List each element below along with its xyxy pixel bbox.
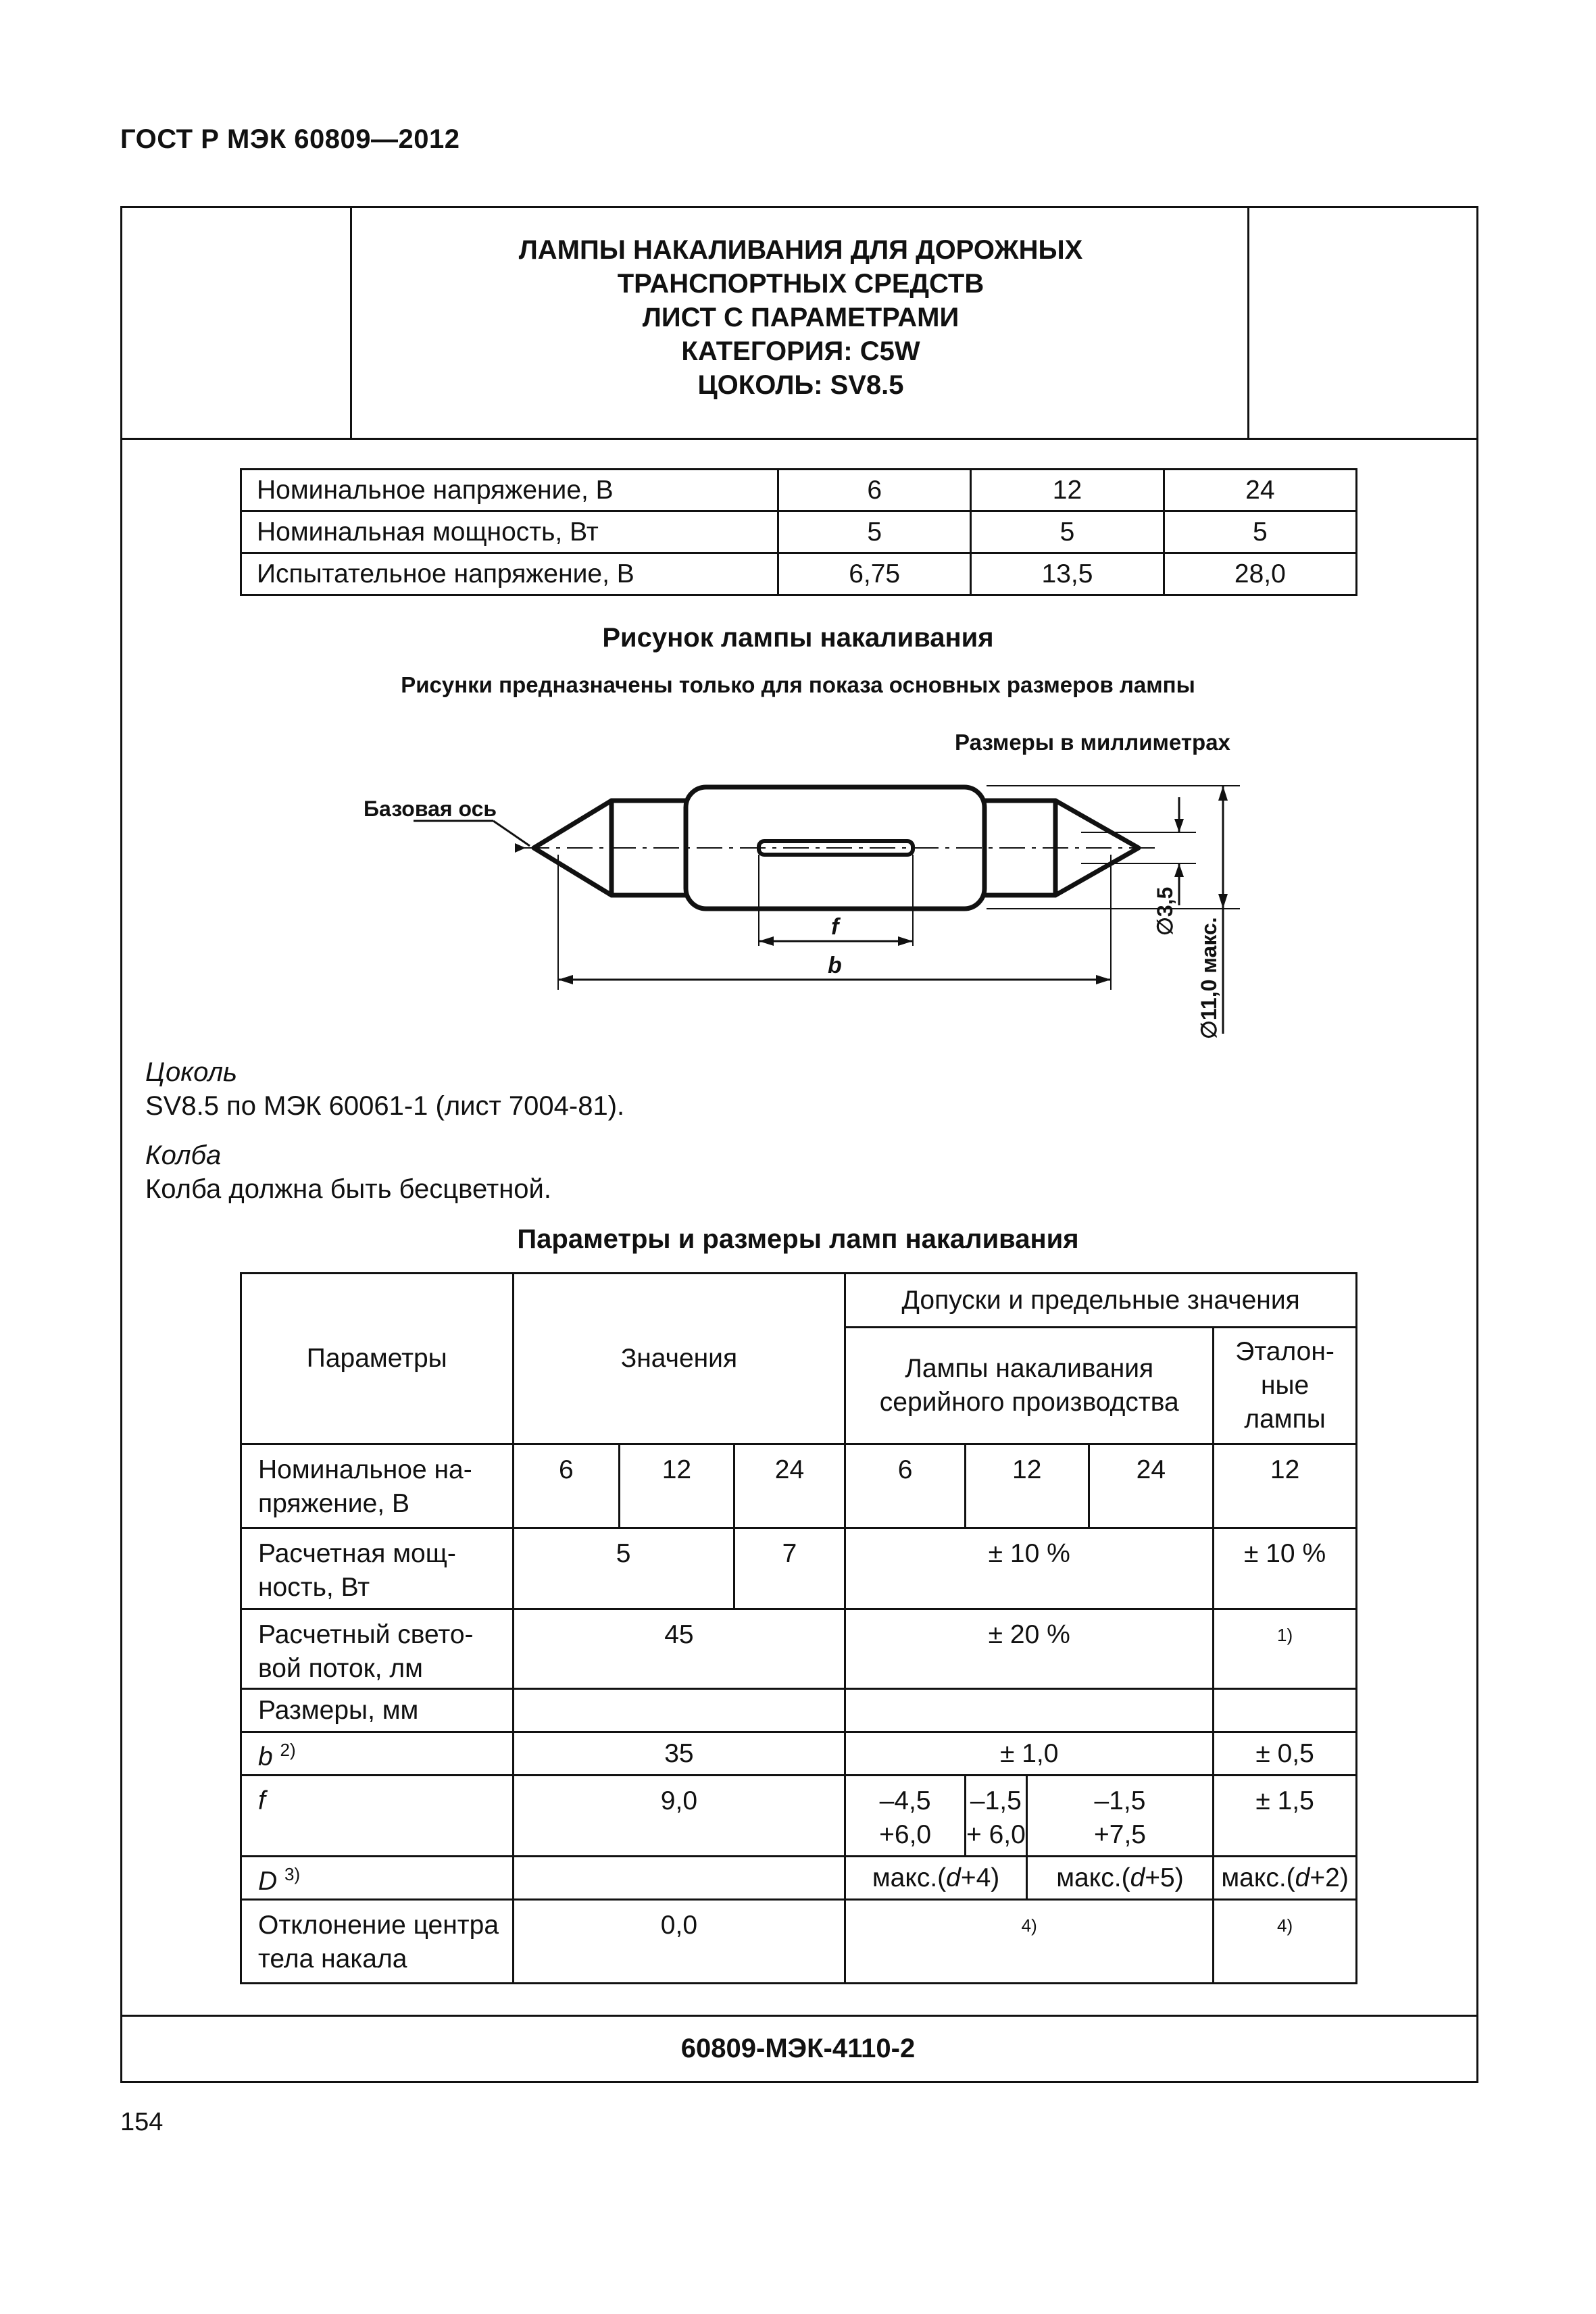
tol-line-2: +7,5 bbox=[1093, 1820, 1146, 1849]
row-label-line-1: Номинальное на- bbox=[258, 1455, 472, 1484]
table-cell: 28,0 bbox=[1164, 553, 1356, 595]
table-cell bbox=[241, 1900, 514, 1984]
table-cell bbox=[513, 1857, 845, 1900]
table-cell bbox=[845, 1776, 966, 1857]
d11-dimension-label: ∅11,0 макс. bbox=[1197, 917, 1221, 1039]
row-label-line-2: ность, Вт bbox=[258, 1573, 370, 1602]
sheet-code: 60809-МЭК-4110-2 bbox=[680, 2034, 916, 2063]
table-cell: 0,0 bbox=[513, 1900, 845, 1984]
table-row bbox=[241, 1528, 1357, 1609]
d35-arrowhead-bottom bbox=[1174, 863, 1184, 877]
table-cell bbox=[1026, 1776, 1213, 1857]
row-D-symbol: D bbox=[258, 1867, 278, 1896]
table-cell: 24 bbox=[734, 1444, 845, 1528]
table-cell: ± 20 % bbox=[845, 1609, 1214, 1689]
table-cell: ± 10 % bbox=[845, 1528, 1214, 1609]
table-cell: 5 bbox=[513, 1528, 734, 1609]
table-row bbox=[241, 1274, 1357, 1328]
footnote-ref-2: 2) bbox=[280, 1740, 296, 1760]
header-ref-line-1: Эталон- bbox=[1235, 1337, 1335, 1366]
table-cell: 5 bbox=[971, 511, 1164, 553]
base-axis-label: Базовая ось bbox=[364, 797, 497, 821]
table-row bbox=[241, 553, 1357, 595]
table-cell: 6,75 bbox=[778, 553, 971, 595]
base-text: SV8.5 по МЭК 60061-1 (лист 7004-81). bbox=[145, 1091, 625, 1121]
table-row bbox=[241, 1689, 1357, 1732]
d35-arrowhead-top bbox=[1174, 819, 1184, 832]
table-row bbox=[241, 1900, 1357, 1984]
table-cell bbox=[241, 1857, 514, 1900]
row-label-line-2: тела накала bbox=[258, 1944, 407, 1973]
table-cell bbox=[1214, 1689, 1357, 1732]
f-arrowhead-left bbox=[759, 936, 774, 946]
d-limit-suffix: +4) bbox=[960, 1863, 1000, 1892]
figure-title: Рисунок лампы накаливания bbox=[602, 623, 994, 653]
table-cell bbox=[1026, 1857, 1213, 1900]
table-cell: 12 bbox=[1214, 1444, 1357, 1528]
d-limit-prefix: макс.( bbox=[1056, 1863, 1130, 1892]
table-cell: Параметры bbox=[241, 1274, 514, 1444]
table-cell: 12 bbox=[620, 1444, 734, 1528]
table-cell: 12 bbox=[965, 1444, 1089, 1528]
row-b-symbol: b bbox=[258, 1742, 273, 1771]
table-row bbox=[241, 1776, 1357, 1857]
d-limit-variable: d bbox=[1130, 1863, 1145, 1892]
header-serial-line-2: серийного производства bbox=[879, 1388, 1179, 1417]
header-serial-line-1: Лампы накаливания bbox=[905, 1354, 1154, 1383]
row-label-line-2: пряжение, В bbox=[258, 1489, 409, 1518]
title-bottom-rule bbox=[122, 438, 1476, 440]
d-limit-suffix: +5) bbox=[1145, 1863, 1184, 1892]
table-cell: f bbox=[241, 1776, 514, 1857]
table-row bbox=[241, 1857, 1357, 1900]
table-cell bbox=[845, 1689, 1214, 1732]
bulb-text: Колба должна быть бесцветной. bbox=[145, 1174, 551, 1204]
base-axis-leader bbox=[493, 821, 530, 846]
table-cell: Номинальное напряжение, В bbox=[241, 470, 778, 511]
base-axis-arrowhead bbox=[515, 843, 526, 853]
table-cell: 7 bbox=[734, 1528, 845, 1609]
d-limit-prefix: макс.( bbox=[1221, 1863, 1295, 1892]
d11-arrowhead-top bbox=[1218, 786, 1228, 801]
table-cell: 1) bbox=[1214, 1609, 1357, 1689]
title-category: КАТЕГОРИЯ: С5W bbox=[681, 336, 920, 366]
params-table bbox=[240, 1272, 1357, 1984]
table-cell: 12 bbox=[971, 470, 1164, 511]
figure-note: Рисунки предназначены только для показа основных размеров лампы bbox=[401, 672, 1195, 697]
table-cell: ± 1,0 bbox=[845, 1732, 1214, 1776]
table-cell: 5 bbox=[1164, 511, 1356, 553]
f-dimension-label: f bbox=[831, 914, 839, 940]
d35-dimension-label: ∅3,5 bbox=[1153, 886, 1177, 936]
row-label-line-1: Расчетная мощ- bbox=[258, 1539, 456, 1568]
table-cell bbox=[845, 1857, 1027, 1900]
table-cell bbox=[965, 1776, 1026, 1857]
table-cell: 35 bbox=[513, 1732, 845, 1776]
table-cell: Значения bbox=[513, 1274, 845, 1444]
table-cell: Допуски и предельные значения bbox=[845, 1274, 1357, 1328]
table-cell: 6 bbox=[513, 1444, 620, 1528]
table-cell: 6 bbox=[778, 470, 971, 511]
table-cell bbox=[513, 1689, 845, 1732]
title-line-2: ТРАНСПОРТНЫХ СРЕДСТВ bbox=[617, 269, 984, 299]
table-cell: 5 bbox=[778, 511, 971, 553]
table-cell bbox=[1214, 1857, 1357, 1900]
table-row bbox=[241, 1609, 1357, 1689]
d11-arrowhead-bottom bbox=[1218, 894, 1228, 909]
table-row bbox=[241, 511, 1357, 553]
table-cell: ± 10 % bbox=[1214, 1528, 1357, 1609]
sheet-title bbox=[351, 233, 1250, 402]
table-cell: Номинальная мощность, Вт bbox=[241, 511, 778, 553]
header-ref-line-3: лампы bbox=[1244, 1405, 1326, 1434]
table-cell: ± 0,5 bbox=[1214, 1732, 1357, 1776]
f-arrowhead-right bbox=[898, 936, 913, 946]
bulb-heading: Колба bbox=[145, 1140, 222, 1170]
row-label-line-1: Отклонение центра bbox=[258, 1911, 499, 1940]
table-cell bbox=[241, 1609, 514, 1689]
b-dimension-label: b bbox=[828, 953, 842, 978]
table-cell: 45 bbox=[513, 1609, 845, 1689]
table-row bbox=[241, 470, 1357, 511]
table-cell: 9,0 bbox=[513, 1776, 845, 1857]
tol-line-1: –1,5 bbox=[1094, 1786, 1146, 1815]
table-cell bbox=[241, 1528, 514, 1609]
row-label-line-2: вой поток, лм bbox=[258, 1654, 423, 1683]
document-standard-header: ГОСТ Р МЭК 60809—2012 bbox=[120, 124, 460, 154]
base-heading: Цоколь bbox=[145, 1057, 238, 1087]
footer-top-rule bbox=[122, 2015, 1476, 2017]
ratings-table bbox=[240, 468, 1357, 596]
params-table-title: Параметры и размеры ламп накаливания bbox=[517, 1224, 1079, 1254]
tol-line-1: –1,5 bbox=[970, 1786, 1022, 1815]
table-cell: 24 bbox=[1089, 1444, 1214, 1528]
tol-line-2: + 6,0 bbox=[966, 1820, 1026, 1849]
d-limit-variable: d bbox=[946, 1863, 961, 1892]
table-cell bbox=[1214, 1328, 1357, 1444]
table-cell bbox=[845, 1328, 1214, 1444]
d-limit-suffix: +2) bbox=[1310, 1863, 1349, 1892]
figure-units: Размеры в миллиметрах bbox=[955, 730, 1230, 755]
table-cell: 24 bbox=[1164, 470, 1356, 511]
row-label-line-1: Расчетный свето- bbox=[258, 1620, 474, 1649]
table-cell: Испытательное напряжение, В bbox=[241, 553, 778, 595]
tol-line-1: –4,5 bbox=[879, 1786, 931, 1815]
title-line-3: ЛИСТ С ПАРАМЕТРАМИ bbox=[642, 303, 959, 332]
title-cap: ЦОКОЛЬ: SV8.5 bbox=[697, 370, 904, 400]
table-cell: 4) bbox=[1214, 1900, 1357, 1984]
d-limit-variable: d bbox=[1295, 1863, 1310, 1892]
table-cell: Размеры, мм bbox=[241, 1689, 514, 1732]
title-line-1: ЛАМПЫ НАКАЛИВАНИЯ ДЛЯ ДОРОЖНЫХ bbox=[518, 235, 1083, 265]
footnote-ref-3: 3) bbox=[284, 1864, 301, 1884]
table-cell: ± 1,5 bbox=[1214, 1776, 1357, 1857]
tol-line-2: +6,0 bbox=[879, 1820, 932, 1849]
table-cell: 13,5 bbox=[971, 553, 1164, 595]
b-arrowhead-left bbox=[558, 975, 573, 984]
header-ref-line-2: ные bbox=[1260, 1371, 1310, 1400]
d-limit-prefix: макс.( bbox=[872, 1863, 947, 1892]
lamp-drawing bbox=[351, 770, 1297, 1054]
page-number: 154 bbox=[120, 2108, 164, 2136]
table-cell: 4) bbox=[845, 1900, 1214, 1984]
table-row bbox=[241, 1444, 1357, 1528]
table-row bbox=[241, 1732, 1357, 1776]
table-cell: 6 bbox=[845, 1444, 966, 1528]
b-arrowhead-right bbox=[1096, 975, 1111, 984]
table-cell bbox=[241, 1444, 514, 1528]
table-cell bbox=[241, 1732, 514, 1776]
